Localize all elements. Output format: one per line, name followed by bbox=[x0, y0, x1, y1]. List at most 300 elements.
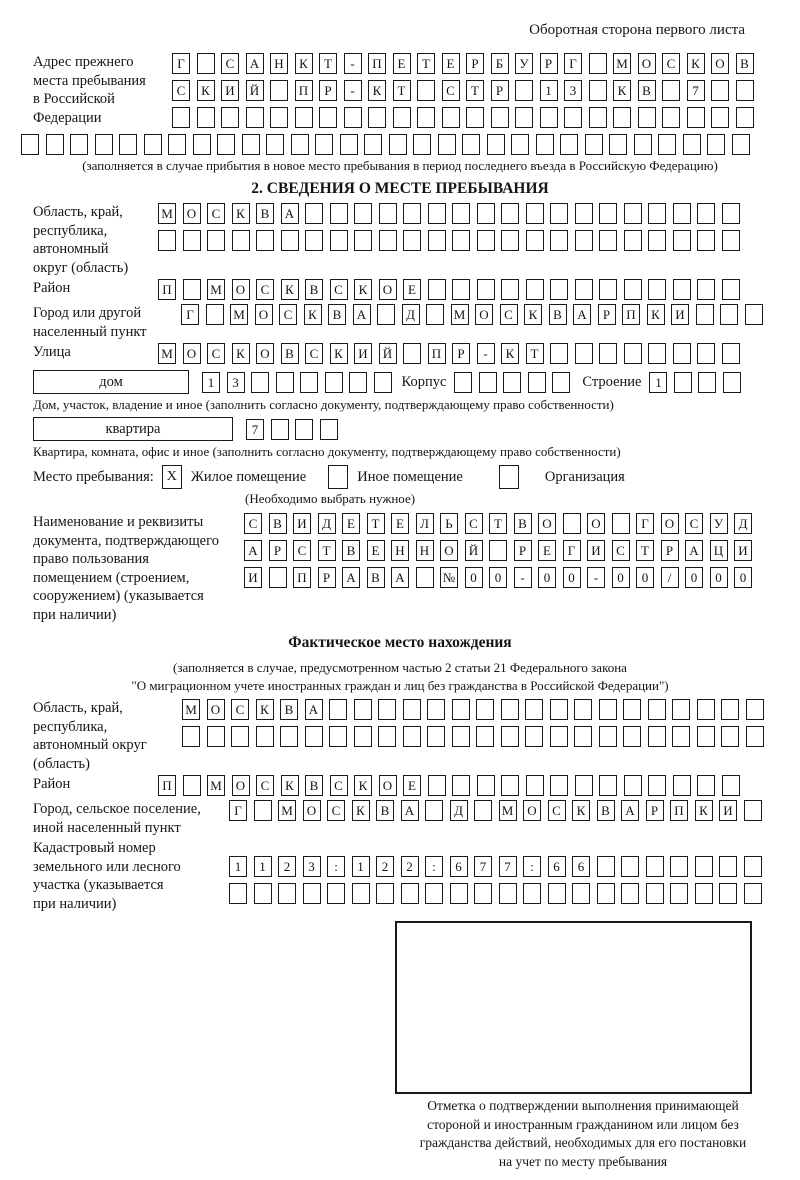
char-box[interactable]: О bbox=[379, 775, 397, 796]
char-box[interactable] bbox=[503, 372, 521, 393]
char-box[interactable]: С bbox=[231, 699, 249, 720]
char-box[interactable]: О bbox=[379, 279, 397, 300]
char-box[interactable]: Н bbox=[391, 540, 409, 561]
char-box[interactable] bbox=[575, 203, 593, 224]
char-box[interactable] bbox=[183, 230, 201, 251]
char-box[interactable] bbox=[425, 883, 443, 904]
char-box[interactable] bbox=[698, 372, 716, 393]
char-box[interactable]: В bbox=[328, 304, 346, 325]
char-box[interactable] bbox=[550, 279, 568, 300]
char-box[interactable]: Г bbox=[563, 540, 581, 561]
char-box[interactable] bbox=[572, 883, 590, 904]
char-box[interactable] bbox=[428, 230, 446, 251]
char-box[interactable] bbox=[442, 107, 460, 128]
char-box[interactable]: Д bbox=[318, 513, 336, 534]
char-box[interactable] bbox=[454, 372, 472, 393]
char-box[interactable] bbox=[697, 230, 715, 251]
char-box[interactable] bbox=[552, 372, 570, 393]
char-box[interactable]: : bbox=[327, 856, 345, 877]
char-box[interactable] bbox=[426, 304, 444, 325]
char-box[interactable] bbox=[427, 699, 445, 720]
char-box[interactable]: С bbox=[305, 343, 323, 364]
char-box[interactable] bbox=[438, 134, 456, 155]
char-box[interactable]: 0 bbox=[685, 567, 703, 588]
char-box[interactable] bbox=[403, 726, 421, 747]
char-box[interactable] bbox=[599, 279, 617, 300]
char-box[interactable]: Л bbox=[416, 513, 434, 534]
char-box[interactable]: В bbox=[597, 800, 615, 821]
char-box[interactable] bbox=[172, 107, 190, 128]
kvartira-widebox[interactable] bbox=[33, 417, 233, 441]
char-box[interactable] bbox=[624, 203, 642, 224]
char-box[interactable]: 0 bbox=[563, 567, 581, 588]
char-box[interactable] bbox=[403, 230, 421, 251]
char-box[interactable]: В bbox=[305, 279, 323, 300]
char-box[interactable]: О bbox=[440, 540, 458, 561]
char-box[interactable] bbox=[376, 883, 394, 904]
char-box[interactable]: В bbox=[514, 513, 532, 534]
char-box[interactable]: С bbox=[256, 279, 274, 300]
char-box[interactable] bbox=[695, 856, 713, 877]
char-box[interactable] bbox=[477, 279, 495, 300]
char-box[interactable]: Т bbox=[526, 343, 544, 364]
char-box[interactable] bbox=[401, 883, 419, 904]
char-box[interactable] bbox=[452, 699, 470, 720]
char-box[interactable]: С bbox=[330, 775, 348, 796]
char-box[interactable]: М bbox=[207, 775, 225, 796]
char-box[interactable]: С bbox=[465, 513, 483, 534]
char-box[interactable]: М bbox=[158, 343, 176, 364]
char-box[interactable]: К bbox=[330, 343, 348, 364]
char-box[interactable]: А bbox=[401, 800, 419, 821]
char-box[interactable] bbox=[672, 699, 690, 720]
char-box[interactable] bbox=[319, 107, 337, 128]
char-box[interactable]: М bbox=[613, 53, 631, 74]
char-box[interactable] bbox=[477, 230, 495, 251]
char-box[interactable] bbox=[723, 372, 741, 393]
char-box[interactable] bbox=[589, 107, 607, 128]
char-box[interactable] bbox=[197, 107, 215, 128]
char-box[interactable] bbox=[452, 230, 470, 251]
char-box[interactable]: Р bbox=[661, 540, 679, 561]
char-box[interactable]: В bbox=[269, 513, 287, 534]
char-box[interactable] bbox=[501, 775, 519, 796]
char-box[interactable]: П bbox=[622, 304, 640, 325]
char-box[interactable]: 7 bbox=[246, 419, 264, 440]
char-box[interactable]: А bbox=[685, 540, 703, 561]
char-box[interactable] bbox=[722, 203, 740, 224]
char-box[interactable] bbox=[646, 883, 664, 904]
char-box[interactable]: Е bbox=[442, 53, 460, 74]
char-box[interactable] bbox=[462, 134, 480, 155]
char-box[interactable] bbox=[648, 699, 666, 720]
char-box[interactable]: 3 bbox=[303, 856, 321, 877]
char-box[interactable]: А bbox=[281, 203, 299, 224]
char-box[interactable] bbox=[719, 883, 737, 904]
char-box[interactable]: Д bbox=[402, 304, 420, 325]
char-box[interactable] bbox=[501, 726, 519, 747]
char-box[interactable] bbox=[711, 80, 729, 101]
char-box[interactable] bbox=[720, 304, 738, 325]
char-box[interactable]: И bbox=[354, 343, 372, 364]
char-box[interactable] bbox=[70, 134, 88, 155]
char-box[interactable]: Т bbox=[636, 540, 654, 561]
char-box[interactable]: П bbox=[670, 800, 688, 821]
char-box[interactable]: Т bbox=[319, 53, 337, 74]
char-box[interactable]: С bbox=[207, 343, 225, 364]
char-box[interactable]: В bbox=[367, 567, 385, 588]
char-box[interactable] bbox=[428, 279, 446, 300]
char-box[interactable] bbox=[523, 883, 541, 904]
char-box[interactable] bbox=[207, 726, 225, 747]
char-box[interactable] bbox=[550, 203, 568, 224]
char-box[interactable] bbox=[491, 107, 509, 128]
char-box[interactable] bbox=[722, 230, 740, 251]
char-box[interactable] bbox=[354, 699, 372, 720]
char-box[interactable] bbox=[295, 419, 313, 440]
char-box[interactable] bbox=[242, 134, 260, 155]
char-box[interactable] bbox=[270, 107, 288, 128]
char-box[interactable]: С bbox=[244, 513, 262, 534]
char-box[interactable]: Т bbox=[367, 513, 385, 534]
char-box[interactable] bbox=[46, 134, 64, 155]
char-box[interactable]: И bbox=[671, 304, 689, 325]
char-box[interactable] bbox=[623, 726, 641, 747]
char-box[interactable] bbox=[479, 372, 497, 393]
char-box[interactable] bbox=[550, 726, 568, 747]
char-box[interactable] bbox=[487, 134, 505, 155]
char-box[interactable]: - bbox=[587, 567, 605, 588]
char-box[interactable] bbox=[197, 53, 215, 74]
char-box[interactable] bbox=[416, 567, 434, 588]
char-box[interactable] bbox=[315, 134, 333, 155]
char-box[interactable] bbox=[721, 699, 739, 720]
char-box[interactable] bbox=[621, 883, 639, 904]
char-box[interactable]: С bbox=[330, 279, 348, 300]
char-box[interactable] bbox=[599, 343, 617, 364]
char-box[interactable]: - bbox=[344, 80, 362, 101]
char-box[interactable]: 6 bbox=[572, 856, 590, 877]
char-box[interactable] bbox=[683, 134, 701, 155]
char-box[interactable] bbox=[425, 800, 443, 821]
char-box[interactable] bbox=[354, 726, 372, 747]
char-box[interactable]: В bbox=[376, 800, 394, 821]
char-box[interactable] bbox=[646, 856, 664, 877]
char-box[interactable] bbox=[526, 203, 544, 224]
char-box[interactable]: К bbox=[304, 304, 322, 325]
char-box[interactable] bbox=[393, 107, 411, 128]
char-box[interactable] bbox=[599, 726, 617, 747]
char-box[interactable] bbox=[575, 775, 593, 796]
char-box[interactable]: И bbox=[244, 567, 262, 588]
char-box[interactable] bbox=[525, 699, 543, 720]
char-box[interactable] bbox=[278, 883, 296, 904]
char-box[interactable]: О bbox=[232, 279, 250, 300]
char-box[interactable]: 6 bbox=[450, 856, 468, 877]
char-box[interactable] bbox=[269, 567, 287, 588]
char-box[interactable] bbox=[672, 726, 690, 747]
char-box[interactable] bbox=[403, 699, 421, 720]
char-box[interactable] bbox=[550, 343, 568, 364]
char-box[interactable] bbox=[379, 230, 397, 251]
char-box[interactable] bbox=[613, 107, 631, 128]
char-box[interactable] bbox=[291, 134, 309, 155]
char-box[interactable]: К bbox=[613, 80, 631, 101]
char-box[interactable]: 6 bbox=[548, 856, 566, 877]
char-box[interactable] bbox=[466, 107, 484, 128]
char-box[interactable] bbox=[560, 134, 578, 155]
char-box[interactable] bbox=[254, 883, 272, 904]
char-box[interactable]: М bbox=[451, 304, 469, 325]
char-box[interactable] bbox=[673, 343, 691, 364]
char-box[interactable]: А bbox=[621, 800, 639, 821]
char-box[interactable]: Д bbox=[450, 800, 468, 821]
char-box[interactable]: Е bbox=[342, 513, 360, 534]
char-box[interactable]: Р bbox=[491, 80, 509, 101]
char-box[interactable] bbox=[599, 230, 617, 251]
char-box[interactable] bbox=[648, 726, 666, 747]
char-box[interactable]: 2 bbox=[376, 856, 394, 877]
char-box[interactable]: : bbox=[425, 856, 443, 877]
char-box[interactable] bbox=[697, 279, 715, 300]
char-box[interactable] bbox=[732, 134, 750, 155]
char-box[interactable] bbox=[744, 800, 762, 821]
char-box[interactable] bbox=[281, 230, 299, 251]
char-box[interactable] bbox=[528, 372, 546, 393]
char-box[interactable]: К bbox=[524, 304, 542, 325]
char-box[interactable]: А bbox=[246, 53, 264, 74]
char-box[interactable] bbox=[377, 304, 395, 325]
char-box[interactable]: О bbox=[303, 800, 321, 821]
char-box[interactable]: К bbox=[232, 343, 250, 364]
char-box[interactable] bbox=[21, 134, 39, 155]
char-box[interactable]: Е bbox=[538, 540, 556, 561]
char-box[interactable] bbox=[662, 107, 680, 128]
char-box[interactable]: 2 bbox=[401, 856, 419, 877]
char-box[interactable]: С bbox=[612, 540, 630, 561]
char-box[interactable] bbox=[417, 80, 435, 101]
char-box[interactable]: О bbox=[183, 203, 201, 224]
char-box[interactable]: С bbox=[662, 53, 680, 74]
char-box[interactable]: Т bbox=[489, 513, 507, 534]
char-box[interactable] bbox=[746, 726, 764, 747]
char-box[interactable]: В bbox=[736, 53, 754, 74]
char-box[interactable] bbox=[403, 343, 421, 364]
char-box[interactable] bbox=[648, 230, 666, 251]
char-box[interactable] bbox=[648, 343, 666, 364]
char-box[interactable]: Н bbox=[270, 53, 288, 74]
char-box[interactable]: К bbox=[501, 343, 519, 364]
char-box[interactable]: Й bbox=[379, 343, 397, 364]
char-box[interactable]: Р bbox=[466, 53, 484, 74]
char-box[interactable] bbox=[745, 304, 763, 325]
char-box[interactable] bbox=[722, 279, 740, 300]
char-box[interactable]: С bbox=[442, 80, 460, 101]
char-box[interactable] bbox=[352, 883, 370, 904]
char-box[interactable] bbox=[722, 775, 740, 796]
char-box[interactable] bbox=[589, 80, 607, 101]
char-box[interactable] bbox=[379, 203, 397, 224]
char-box[interactable] bbox=[526, 279, 544, 300]
char-box[interactable] bbox=[575, 279, 593, 300]
char-box[interactable]: О bbox=[232, 775, 250, 796]
char-box[interactable]: : bbox=[523, 856, 541, 877]
char-box[interactable] bbox=[515, 107, 533, 128]
char-box[interactable]: К bbox=[647, 304, 665, 325]
char-box[interactable] bbox=[477, 775, 495, 796]
char-box[interactable]: 0 bbox=[710, 567, 728, 588]
char-box[interactable] bbox=[564, 107, 582, 128]
char-box[interactable]: Е bbox=[403, 775, 421, 796]
char-box[interactable] bbox=[697, 203, 715, 224]
char-box[interactable] bbox=[354, 230, 372, 251]
char-box[interactable] bbox=[246, 107, 264, 128]
char-box[interactable]: 0 bbox=[734, 567, 752, 588]
char-box[interactable] bbox=[550, 230, 568, 251]
char-box[interactable]: И bbox=[734, 540, 752, 561]
char-box[interactable]: А bbox=[391, 567, 409, 588]
char-box[interactable]: П bbox=[428, 343, 446, 364]
char-box[interactable] bbox=[452, 203, 470, 224]
char-box[interactable]: О bbox=[711, 53, 729, 74]
char-box[interactable]: М bbox=[182, 699, 200, 720]
char-box[interactable] bbox=[217, 134, 235, 155]
char-box[interactable]: Т bbox=[417, 53, 435, 74]
char-box[interactable] bbox=[695, 883, 713, 904]
char-box[interactable]: К bbox=[352, 800, 370, 821]
char-box[interactable]: М bbox=[230, 304, 248, 325]
char-box[interactable] bbox=[721, 726, 739, 747]
char-box[interactable]: И bbox=[221, 80, 239, 101]
char-box[interactable] bbox=[648, 279, 666, 300]
char-box[interactable]: 7 bbox=[474, 856, 492, 877]
char-box[interactable] bbox=[329, 699, 347, 720]
char-box[interactable]: Е bbox=[393, 53, 411, 74]
char-box[interactable] bbox=[515, 80, 533, 101]
char-box[interactable] bbox=[575, 230, 593, 251]
char-box[interactable] bbox=[251, 372, 269, 393]
char-box[interactable]: К bbox=[354, 279, 372, 300]
char-box[interactable] bbox=[697, 343, 715, 364]
char-box[interactable] bbox=[589, 53, 607, 74]
char-box[interactable]: К bbox=[695, 800, 713, 821]
char-box[interactable]: Б bbox=[491, 53, 509, 74]
char-box[interactable]: № bbox=[440, 567, 458, 588]
char-box[interactable] bbox=[687, 107, 705, 128]
char-box[interactable] bbox=[597, 856, 615, 877]
char-box[interactable] bbox=[95, 134, 113, 155]
char-box[interactable] bbox=[305, 230, 323, 251]
char-box[interactable] bbox=[254, 800, 272, 821]
char-box[interactable]: М bbox=[158, 203, 176, 224]
char-box[interactable]: 1 bbox=[202, 372, 220, 393]
char-box[interactable]: С bbox=[172, 80, 190, 101]
char-box[interactable] bbox=[256, 230, 274, 251]
char-box[interactable]: И bbox=[293, 513, 311, 534]
char-box[interactable] bbox=[548, 883, 566, 904]
char-box[interactable] bbox=[612, 513, 630, 534]
char-box[interactable] bbox=[349, 372, 367, 393]
char-box[interactable] bbox=[719, 856, 737, 877]
char-box[interactable] bbox=[270, 80, 288, 101]
char-box[interactable]: Р bbox=[514, 540, 532, 561]
char-box[interactable]: - bbox=[344, 53, 362, 74]
char-box[interactable] bbox=[575, 343, 593, 364]
char-box[interactable] bbox=[476, 726, 494, 747]
char-box[interactable] bbox=[229, 883, 247, 904]
char-box[interactable] bbox=[501, 230, 519, 251]
char-box[interactable] bbox=[711, 107, 729, 128]
char-box[interactable]: - bbox=[477, 343, 495, 364]
char-box[interactable]: А bbox=[244, 540, 262, 561]
char-box[interactable] bbox=[501, 279, 519, 300]
char-box[interactable]: О bbox=[587, 513, 605, 534]
char-box[interactable] bbox=[526, 230, 544, 251]
char-box[interactable]: К bbox=[295, 53, 313, 74]
char-box[interactable]: Г bbox=[172, 53, 190, 74]
char-box[interactable]: О bbox=[638, 53, 656, 74]
char-box[interactable] bbox=[638, 107, 656, 128]
char-box[interactable]: У bbox=[515, 53, 533, 74]
char-box[interactable]: У bbox=[710, 513, 728, 534]
char-box[interactable]: С bbox=[327, 800, 345, 821]
char-box[interactable] bbox=[670, 856, 688, 877]
char-box[interactable] bbox=[452, 279, 470, 300]
char-box[interactable] bbox=[330, 230, 348, 251]
char-box[interactable] bbox=[452, 726, 470, 747]
char-box[interactable] bbox=[609, 134, 627, 155]
char-box[interactable] bbox=[648, 203, 666, 224]
char-box[interactable] bbox=[501, 203, 519, 224]
char-box[interactable]: П bbox=[158, 279, 176, 300]
char-box[interactable]: Г bbox=[181, 304, 199, 325]
char-box[interactable]: С bbox=[685, 513, 703, 534]
char-box[interactable] bbox=[662, 80, 680, 101]
char-box[interactable] bbox=[354, 203, 372, 224]
char-box[interactable]: 1 bbox=[352, 856, 370, 877]
char-box[interactable]: О bbox=[538, 513, 556, 534]
char-box[interactable] bbox=[599, 699, 617, 720]
char-box[interactable] bbox=[623, 699, 641, 720]
char-box[interactable]: 0 bbox=[612, 567, 630, 588]
dom-widebox[interactable] bbox=[33, 370, 189, 394]
char-box[interactable]: С bbox=[221, 53, 239, 74]
char-box[interactable] bbox=[417, 107, 435, 128]
char-box[interactable] bbox=[428, 203, 446, 224]
char-box[interactable]: О bbox=[661, 513, 679, 534]
char-box[interactable]: Р bbox=[646, 800, 664, 821]
char-box[interactable] bbox=[550, 775, 568, 796]
char-box[interactable] bbox=[374, 372, 392, 393]
char-box[interactable]: С bbox=[548, 800, 566, 821]
char-box[interactable]: 3 bbox=[564, 80, 582, 101]
char-box[interactable] bbox=[722, 343, 740, 364]
char-box[interactable] bbox=[707, 134, 725, 155]
char-box[interactable]: М bbox=[207, 279, 225, 300]
char-box[interactable] bbox=[621, 856, 639, 877]
char-box[interactable] bbox=[648, 775, 666, 796]
char-box[interactable] bbox=[624, 343, 642, 364]
char-box[interactable] bbox=[389, 134, 407, 155]
char-box[interactable]: П bbox=[293, 567, 311, 588]
char-box[interactable]: 0 bbox=[465, 567, 483, 588]
char-box[interactable] bbox=[450, 883, 468, 904]
char-box[interactable]: Т bbox=[318, 540, 336, 561]
char-box[interactable] bbox=[271, 419, 289, 440]
char-box[interactable]: Р bbox=[269, 540, 287, 561]
char-box[interactable]: О bbox=[183, 343, 201, 364]
char-box[interactable] bbox=[413, 134, 431, 155]
